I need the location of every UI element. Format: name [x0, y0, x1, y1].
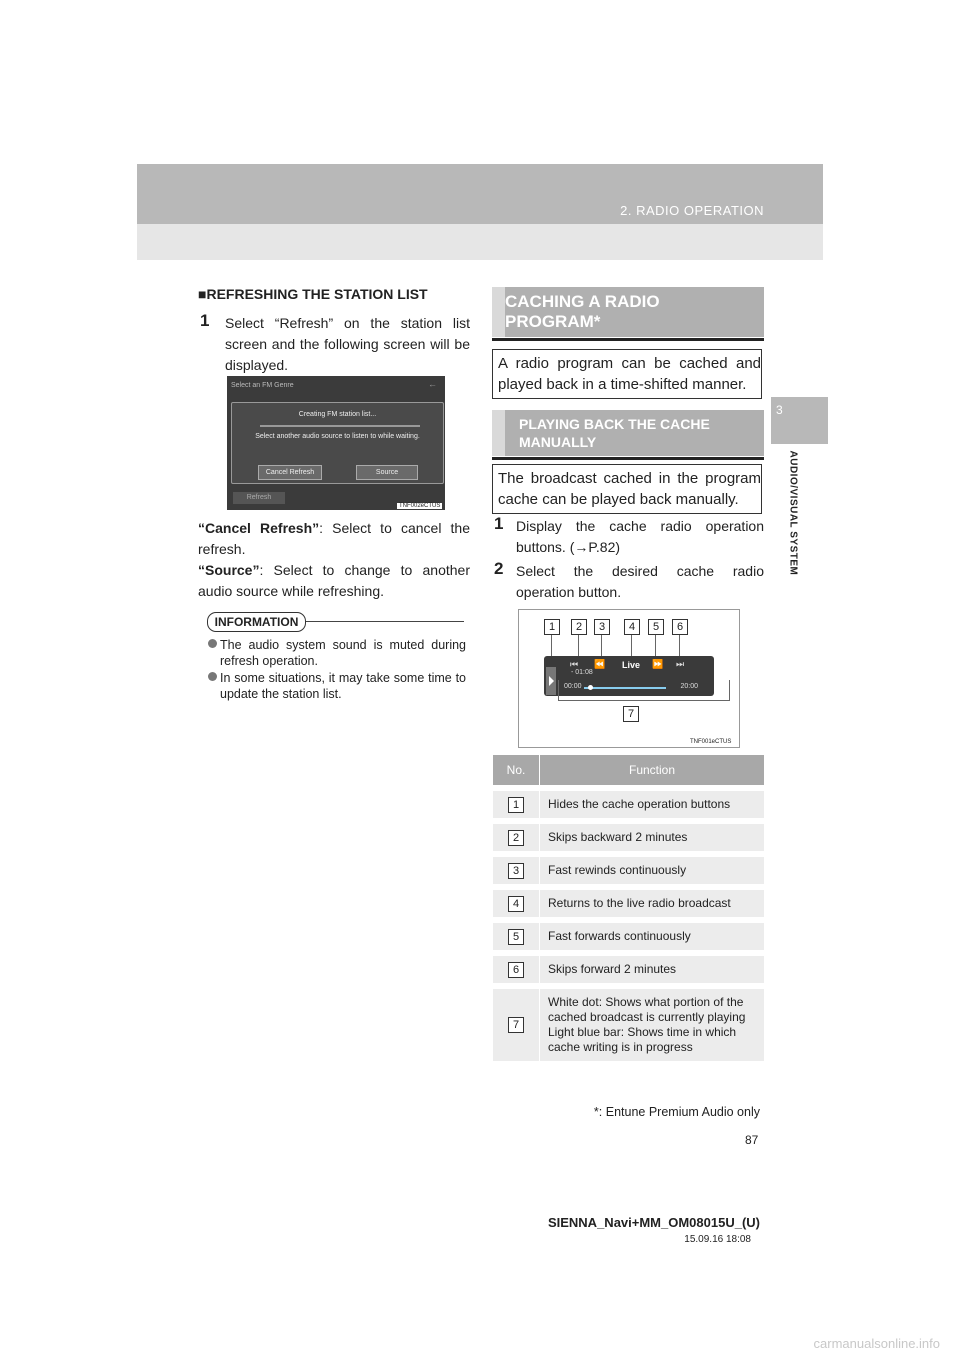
- watermark: carmanualsonline.info: [813, 1336, 940, 1351]
- table-row: [493, 920, 764, 953]
- table-row: [493, 854, 764, 887]
- section-title: 2. RADIO OPERATION: [620, 203, 764, 218]
- callout-7: 7: [623, 706, 639, 722]
- table-row: [493, 788, 764, 821]
- callout-3: 3: [594, 619, 610, 635]
- heading-playback: PLAYING BACK THE CACHE MANUALLY: [519, 416, 710, 450]
- dialog-hint: Select another audio source to listen to while waiting.: [255, 433, 420, 440]
- row-number: 3: [508, 863, 524, 879]
- function-table: [493, 755, 764, 1061]
- row-number: 1: [508, 797, 524, 813]
- information-text: In some situations, it may take some time to update the station list.: [220, 671, 466, 701]
- table-header-function: Function: [540, 755, 765, 788]
- source-description: [198, 560, 470, 602]
- row-function: Fast rewinds continuously: [540, 854, 765, 887]
- footnote: *: Entune Premium Audio only: [593, 1105, 760, 1119]
- row-number: 7: [508, 1017, 524, 1033]
- source-text: : Select to change to another audio source while refreshing.: [198, 562, 470, 599]
- dialog-message: Creating FM station list...: [298, 411, 377, 418]
- figure-code: TNF002eCTUS: [399, 503, 441, 509]
- step-text: Select “Refresh” on the station list screen and the following screen will be displayed.: [225, 315, 470, 373]
- information-rule: [306, 621, 464, 622]
- chapter-label-container: [786, 452, 800, 602]
- heading-box-caching: [492, 287, 764, 337]
- bullet-icon: [208, 672, 217, 681]
- table-row: [493, 887, 764, 920]
- hide-tab: [546, 667, 556, 695]
- intro-caching: A radio program can be cached and played back in a time-shifted manner.: [492, 349, 762, 399]
- callout-4: 4: [624, 619, 640, 635]
- row-number: 2: [508, 830, 524, 846]
- table-header-no: No.: [493, 755, 540, 788]
- callout-1: 1: [544, 619, 560, 635]
- callout-2: 2: [571, 619, 587, 635]
- time-start: 00:00: [564, 683, 582, 690]
- information-text: The audio system sound is muted during refresh operation.: [220, 638, 466, 668]
- figure-code: TNF001eCTUS: [690, 739, 732, 745]
- heading-box-playback: [492, 410, 764, 456]
- cancel-refresh-term: “Cancel Refresh”: [198, 520, 320, 536]
- row-number: 5: [508, 929, 524, 945]
- refresh-screen-illustration: [227, 376, 445, 510]
- live-button: Live: [622, 660, 641, 670]
- cancel-refresh-description: [198, 518, 470, 560]
- row-function-line: White dot: Shows what portion of the cached broadcast is currently playing: [548, 995, 746, 1024]
- row-function: [540, 986, 765, 1061]
- information-label: INFORMATION: [207, 612, 306, 632]
- row-number: 6: [508, 962, 524, 978]
- callout-7-bracket: [558, 680, 730, 701]
- step-text: Display the cache radio operation buttons. (→P.82): [516, 518, 764, 555]
- row-number: 4: [508, 896, 524, 912]
- document-date: 15.09.16 18:08: [684, 1234, 751, 1245]
- cancel-refresh-text: : Select to cancel the refresh.: [198, 520, 470, 557]
- page-number: 87: [745, 1133, 759, 1147]
- step-text: Select the desired cache radio operation button.: [516, 563, 764, 600]
- header-subband: [137, 224, 823, 260]
- skip-forward-icon: ⏭: [676, 659, 685, 669]
- callout-5: 5: [648, 619, 664, 635]
- time-offset: - 01:08: [571, 669, 593, 676]
- row-function: Hides the cache operation buttons: [540, 788, 765, 821]
- row-function: Skips forward 2 minutes: [540, 953, 765, 986]
- table-row: [493, 821, 764, 854]
- time-end: 20:00: [680, 683, 698, 690]
- refresh-dialog: [231, 402, 444, 484]
- chapter-number: 3: [776, 403, 783, 417]
- document-id: SIENNA_Navi+MM_OM08015U_(U): [547, 1215, 760, 1230]
- source-term: “Source”: [198, 562, 260, 578]
- bullet-icon: [208, 639, 217, 648]
- progress-bar: [260, 425, 420, 427]
- row-function: Fast forwards continuously: [540, 920, 765, 953]
- rewind-icon: ⏪: [594, 659, 606, 669]
- table-row: [493, 953, 764, 986]
- step-number: 1: [494, 514, 504, 533]
- section-heading: ■REFRESHING THE STATION LIST: [198, 286, 428, 302]
- table-row: [493, 986, 764, 1061]
- heading-caching: CACHING A RADIO PROGRAM*: [505, 292, 660, 331]
- row-function-line: Light blue bar: Shows time in which cache writing is in progress: [548, 1025, 737, 1054]
- skip-back-icon: ⏮: [570, 659, 579, 669]
- back-arrow-icon: ←: [428, 379, 437, 389]
- screen-title: Select an FM Genre: [231, 382, 294, 389]
- row-function: Skips backward 2 minutes: [540, 821, 765, 854]
- step-number: 2: [494, 559, 504, 578]
- source-button: Source: [356, 465, 418, 480]
- intro-playback: The broadcast cached in the program cache can be played back manually.: [492, 464, 762, 514]
- fast-forward-icon: ⏩: [652, 659, 664, 669]
- callout-6: 6: [672, 619, 688, 635]
- row-function: Returns to the live radio broadcast: [540, 887, 765, 920]
- chapter-label: AUDIO/VISUAL SYSTEM: [787, 450, 799, 576]
- step-number: 1: [200, 311, 210, 330]
- cancel-refresh-button: Cancel Refresh: [258, 465, 322, 480]
- refresh-button: Refresh: [233, 492, 285, 504]
